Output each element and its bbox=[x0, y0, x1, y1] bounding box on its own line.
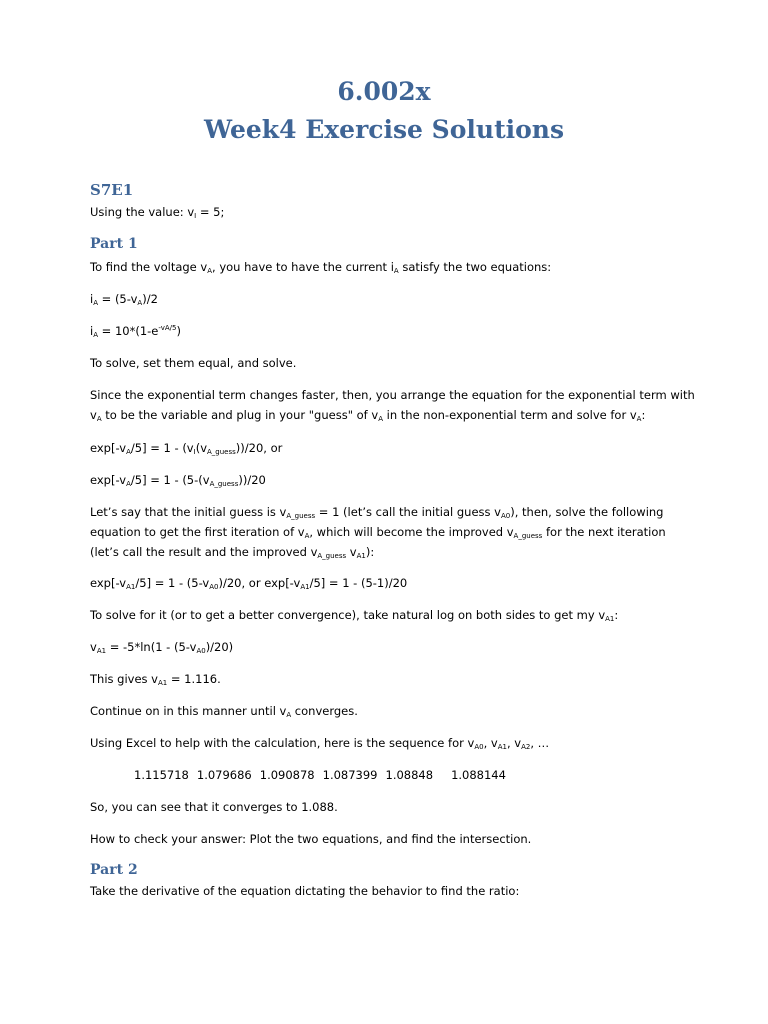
part1-paragraph-5: To solve for it (or to get a better convergence), take natural log on both sides to get my $v_{A1}$: bbox=[90, 608, 619, 623]
equation-2: $i_A = 10*(1-e^{-vA/5})$ bbox=[90, 324, 181, 339]
sequence-value: 1.079686 bbox=[196, 768, 252, 782]
document-title: 6.002x bbox=[337, 77, 431, 106]
part1-paragraph-3: Since the exponential term changes faster, then, you arrange the equation for the exponential term with $v_A$ to be the variable and plug in your "guess" of $v_A$ in the non-exponential term and solve for $v_A$: bbox=[90, 388, 695, 423]
equation-6: $v_{A1} = -5*\ln(1 - (5-v_{A0})/20)$ bbox=[90, 640, 234, 655]
sequence-value: 1.115718 bbox=[134, 768, 189, 782]
part1-paragraph-2: To solve, set them equal, and solve. bbox=[90, 356, 297, 370]
sequence-value: 1.08848 bbox=[385, 768, 434, 782]
part2-paragraph-1: Take the derivative of the equation dictating the behavior to find the ratio: bbox=[90, 884, 520, 898]
intro-paragraph: Using the value: $v_I = 5$; bbox=[90, 205, 225, 220]
part1-paragraph-1: To find the voltage $v_A$, you have to have the current $i_A$ satisfy the two equations: bbox=[90, 260, 552, 275]
equation-3: $\exp[-v_A/5] = 1 - (v_I(v_{A\_guess}))/20$, or bbox=[90, 441, 283, 456]
part1-paragraph-6: This gives $v_{A1} = 1.116$. bbox=[90, 672, 221, 687]
equation-1: $i_A = (5-v_A)/2$ bbox=[90, 292, 158, 307]
document-subtitle: Week4 Exercise Solutions bbox=[203, 115, 565, 144]
part1-paragraph-8: Using Excel to help with the calculation, here is the sequence for $v_{A0}$, $v_{A1}$, $v_{A2}$, … bbox=[90, 736, 550, 751]
part1-heading: Part 1 bbox=[90, 236, 138, 252]
section-heading: S7E1 bbox=[90, 181, 134, 199]
sequence-value: 1.090878 bbox=[259, 768, 315, 782]
part1-paragraph-10: How to check your answer: Plot the two equations, and find the intersection. bbox=[90, 832, 532, 846]
part1-paragraph-9: So, you can see that it converges to 1.088. bbox=[90, 800, 338, 814]
sequence-value: 1.088144 bbox=[451, 768, 506, 782]
equation-4: $\exp[-v_A/5] = 1 - (5-(v_{A\_guess}))/20$ bbox=[90, 473, 266, 488]
iteration-sequence bbox=[134, 765, 754, 785]
part1-paragraph-7: Continue on in this manner until $v_A$ converges. bbox=[90, 704, 358, 719]
sequence-value: 1.087399 bbox=[322, 768, 378, 782]
part2-heading: Part 2 bbox=[90, 862, 138, 878]
equation-5: $\exp[-v_{A1}/5] = 1 - (5-v_{A0})/20$, or $\exp[-v_{A1}/5] = 1 - (5-1)/20$ bbox=[90, 576, 408, 591]
part1-paragraph-4: Let’s say that the initial guess is $v_{A\_guess} = 1$ (let’s call the initial guess $v_{A0}$), then, solve the following equation to get the first iteration of $v_A$, which will become the improved $v_{A\_guess}$ for the next iteration (let’s call the result and the improved $v_{A\_guess}$ $v_{A1}$): bbox=[90, 505, 666, 560]
